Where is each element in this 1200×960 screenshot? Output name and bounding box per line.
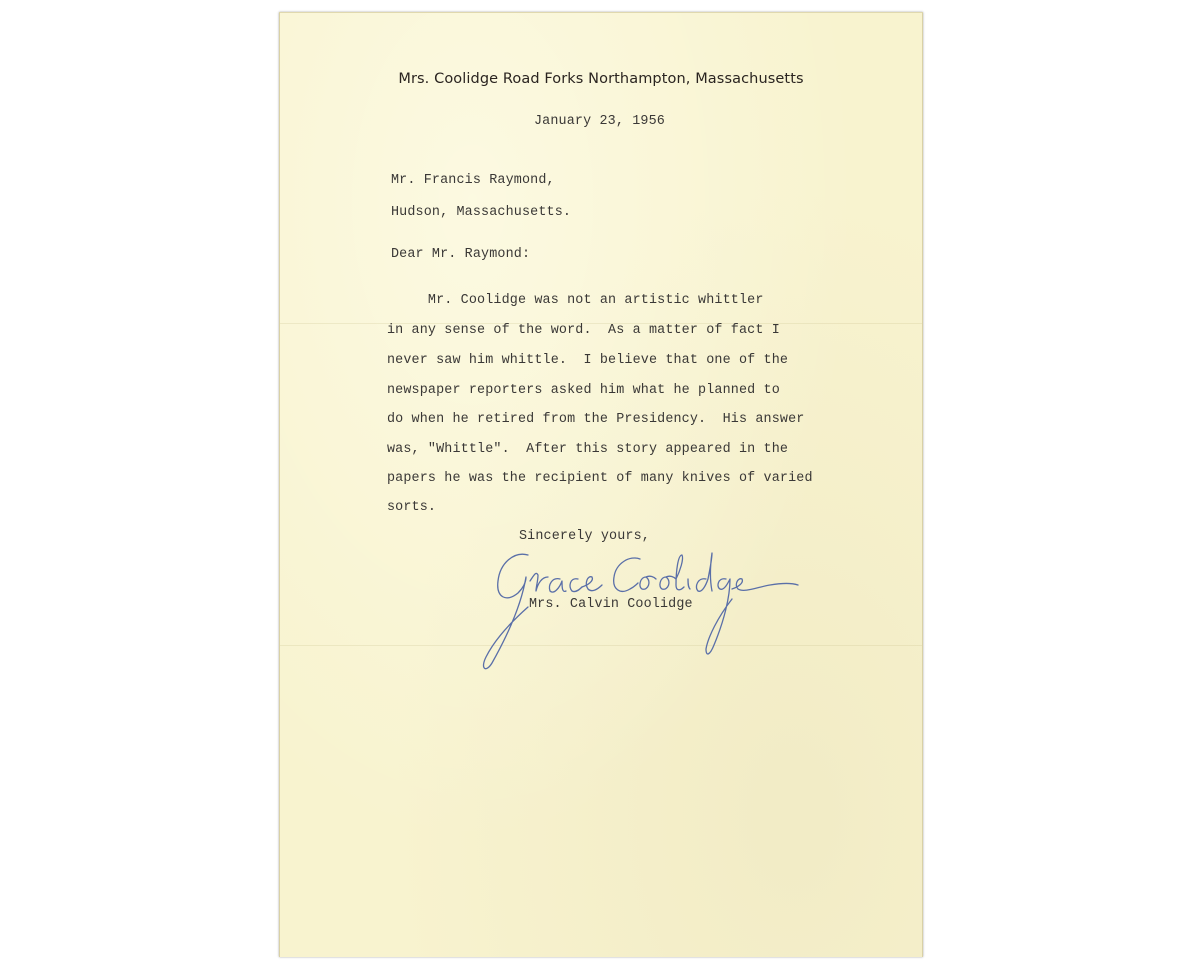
body-line: papers he was the recipient of many knives of varied (387, 471, 813, 486)
letterhead: Mrs. Coolidge Road Forks Northampton, Massachusetts (398, 71, 804, 87)
recipient-name: Mr. Francis Raymond, (391, 173, 555, 188)
recipient-address: Hudson, Massachusetts. (391, 205, 572, 220)
closing: Sincerely yours, (519, 529, 650, 544)
body-line: never saw him whittle. I believe that one of the (387, 353, 789, 368)
body-line: Mr. Coolidge was not an artistic whittler (387, 293, 764, 308)
letter-paper (279, 12, 923, 957)
body-line: in any sense of the word. As a matter of fact I (387, 323, 780, 338)
salutation: Dear Mr. Raymond: (391, 247, 531, 262)
body-line: sorts. (387, 500, 437, 515)
body-line: newspaper reporters asked him what he planned to (387, 383, 780, 398)
typed-name: Mrs. Calvin Coolidge (529, 597, 693, 612)
letter-date: January 23, 1956 (534, 114, 665, 129)
body-line: do when he retired from the Presidency. His answer (387, 412, 805, 427)
body-line: was, "Whittle". After this story appeared in the (387, 442, 789, 457)
